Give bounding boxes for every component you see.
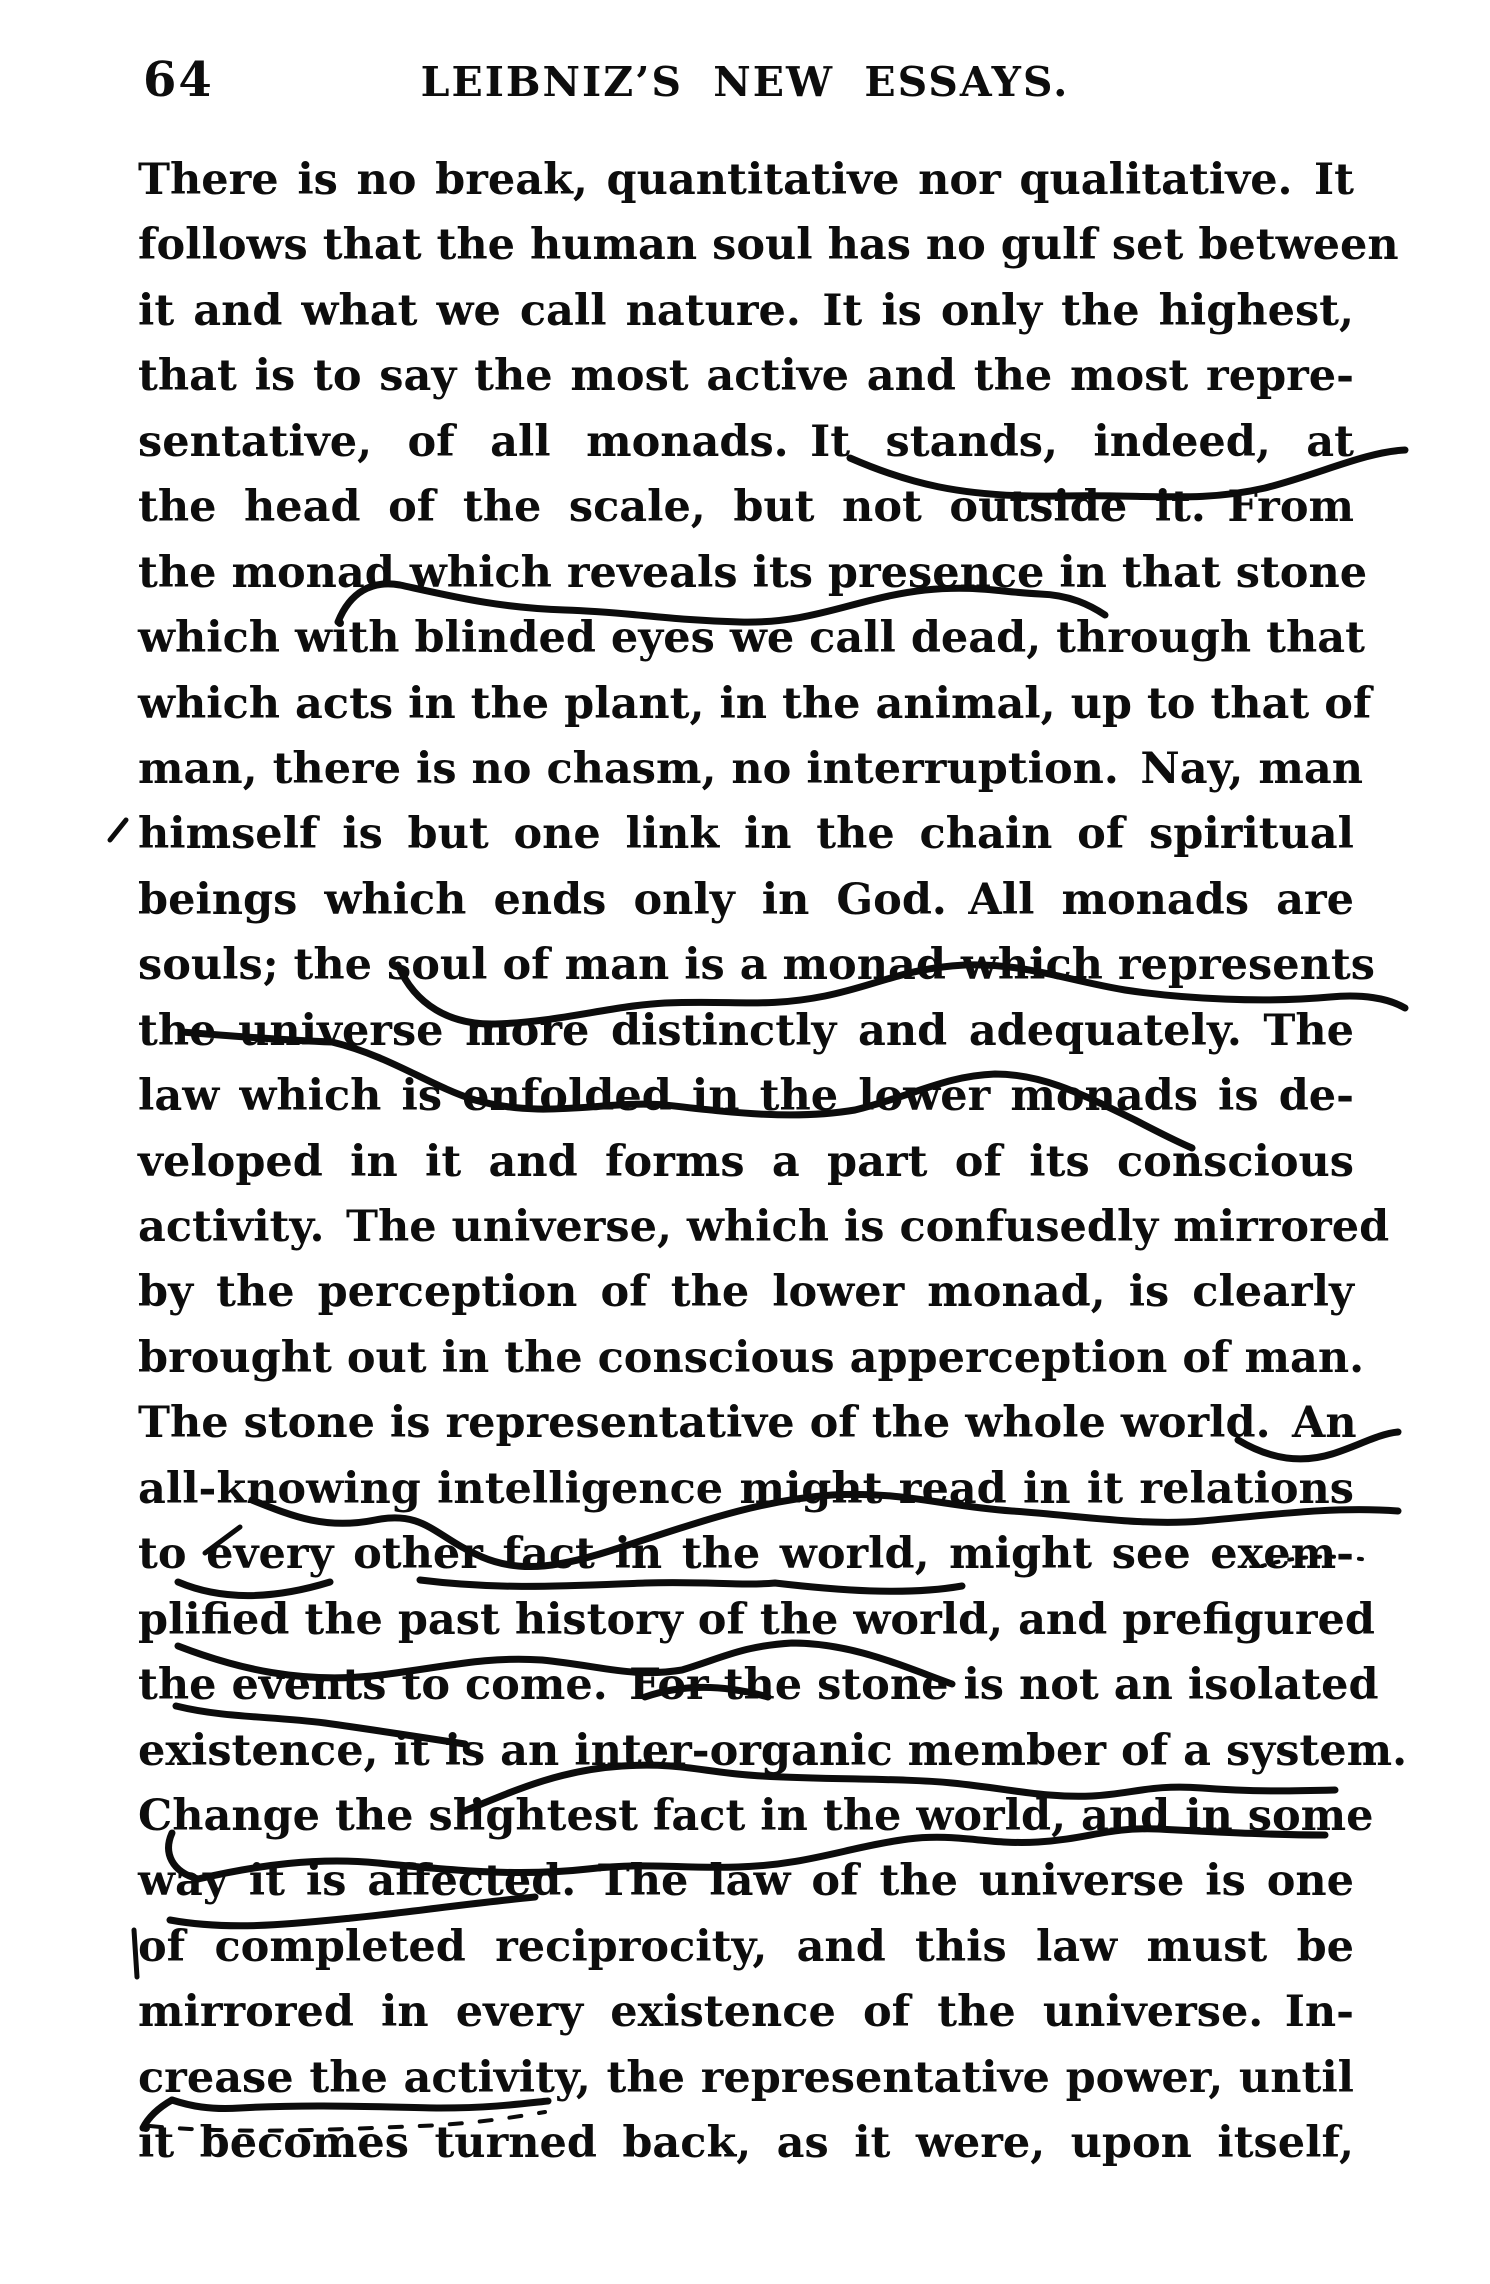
body-text-block: [138, 148, 1408, 2177]
text-line: existence, it is an inter-organic member of a system.: [138, 1725, 1408, 1776]
text-line: The stone is representative of the whole world. An: [138, 1398, 1357, 1449]
running-head: LEIBNIZ’S NEW ESSAYS.: [420, 58, 1070, 106]
text-line: mirrored in every existence of the universe. In-: [138, 1987, 1354, 2038]
text-line: by the perception of the lower monad, is clearly: [138, 1267, 1354, 1318]
text-line: way it is affected. The law of the universe is one: [138, 1856, 1354, 1907]
text-line: of completed reciprocity, and this law must be: [138, 1921, 1354, 1972]
text-line: There is no break, quantitative nor qualitative. It: [138, 155, 1354, 205]
text-line: Change the slightest fact in the world, and in some: [138, 1790, 1374, 1841]
text-line: to every other fact in the world, might see exem-: [138, 1529, 1354, 1580]
text-line: law which is enfolded in the lower monads is de-: [138, 1071, 1354, 1122]
page-number: 64: [143, 52, 214, 108]
text-line: the monad which reveals its presence in that stone: [138, 547, 1368, 598]
text-line: brought out in the conscious apperception of man.: [138, 1332, 1365, 1383]
text-line: souls; the soul of man is a monad which represents: [138, 940, 1375, 991]
text-line: the universe more distinctly and adequately. The: [138, 1005, 1354, 1056]
text-line: which acts in the plant, in the animal, up to that of: [138, 678, 1372, 729]
text-line: all-knowing intelligence might read in it relations: [138, 1463, 1354, 1514]
text-line: it becomes turned back, as it were, upon itself,: [138, 2118, 1354, 2169]
pen-mark-tick-himself: [110, 820, 126, 840]
text-line: beings which ends only in God. All monads are: [138, 874, 1354, 925]
text-line: the events to come. For the stone is not an isolated: [138, 1660, 1379, 1711]
text-line: the head of the scale, but not outside it. From: [138, 482, 1354, 533]
text-line: follows that the human soul has no gulf set between: [138, 220, 1399, 271]
text-line: sentative, of all monads. It stands, indeed, at: [138, 416, 1354, 467]
text-line: activity. The universe, which is confusedly mirrored: [138, 1202, 1390, 1252]
text-line: man, there is no chasm, no interruption. Nay, man: [138, 743, 1363, 794]
text-line: which with blinded eyes we call dead, through that: [138, 613, 1366, 664]
text-line: crease the activity, the representative power, until: [138, 2052, 1354, 2103]
text-line: himself is but one link in the chain of spiritual: [138, 809, 1354, 860]
pen-mark-margin-tick: [134, 1930, 137, 1977]
text-line: plified the past history of the world, and prefigured: [138, 1594, 1375, 1645]
text-line: it and what we call nature. It is only the highest,: [138, 285, 1354, 336]
text-line: that is to say the most active and the most repre-: [138, 351, 1354, 402]
text-line: veloped in it and forms a part of its conscious: [138, 1136, 1354, 1187]
